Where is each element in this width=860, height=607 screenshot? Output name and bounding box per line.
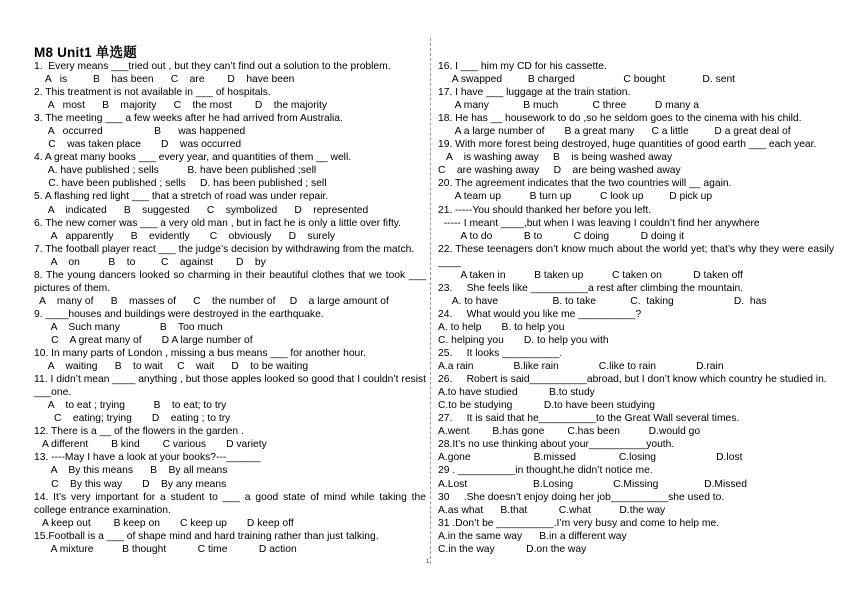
text-line: C. helping you D. to help you with [438, 334, 609, 346]
text-line: A a large number of B a great many C a little D a great deal of [438, 126, 791, 138]
text-line: 18. He has __ housework to do ,so he seldom goes to the cinema with his child. [438, 113, 802, 125]
text-line: 11. I didn’t mean ____ anything , but those apples looked so good that I couldn’t resist ___one. [34, 374, 426, 399]
text-line: A taken in B taken up C taken on D taken off [438, 269, 743, 281]
text-line: A.a rain B.like rain C.like to rain D.rain [438, 361, 724, 373]
text-line: 10. In many parts of London , missing a bus means ___ for another hour. [34, 348, 366, 360]
text-line: 9. ____houses and buildings were destroyed in the earthquake. [34, 308, 324, 320]
text-line: 30 .She doesn’t enjoy doing her job__________she used to. [438, 491, 725, 503]
text-line: 14. It’s very important for a student to ___ a good state of mind while taking the college entrance examination. [34, 491, 426, 516]
text-line: C A great many of D A large number of [34, 334, 253, 346]
text-line: 28.It’s no use thinking about your__________youth. [438, 439, 675, 451]
text-line: 24. What would you like me __________? [438, 308, 642, 320]
text-line: 6. The new comer was ___ a very old man , but in fact he is only a little over fifty. [34, 217, 402, 229]
text-line: 15.Football is a ___ of shape mind and hard training rather than just talking. [34, 530, 379, 542]
text-line: 19. With more forest being destroyed, huge quantities of good earth ___ each year. [438, 139, 817, 151]
text-line: A Such many B Too much [34, 321, 223, 333]
text-line: A mixture B thought C time D action [34, 543, 297, 555]
text-line: A to eat ; trying B to eat; to try [34, 400, 227, 412]
text-line: 8. The young dancers looked so charming in their beautiful clothes that we took ___ pictures of them. [34, 269, 426, 294]
text-line: A.went B.has gone C.has been D.would go [438, 426, 701, 438]
text-line: A most B majority C the most D the majority [34, 100, 327, 112]
text-line: A. to help B. to help you [438, 321, 565, 333]
text-line: 17. I have ___ luggage at the train station. [438, 87, 631, 99]
text-line: C.in the way D.on the way [438, 543, 587, 555]
text-line: A apparently B evidently C obviously D surely [34, 230, 336, 242]
text-line: C was taken place D was occurred [34, 139, 242, 151]
text-line: C.to be studying D.to have been studying [438, 400, 655, 412]
text-line: A.Lost B.Losing C.Missing D.Missed [438, 478, 747, 490]
text-line: A many B much C three D many a [438, 100, 699, 112]
text-line: 2. This treatment is not available in ___ of hospitals. [34, 87, 271, 99]
text-line: 23. She feels like __________a rest after climbing the mountain. [438, 282, 744, 294]
text-line: A team up B turn up C look up D pick up [438, 191, 713, 203]
text-line: A By this means B By all means [34, 465, 228, 477]
text-line: A swapped B charged C bought D. sent [438, 74, 736, 86]
column-divider [430, 38, 431, 564]
text-line: 29 . __________in thought,he didn’t notice me. [438, 465, 653, 477]
text-line: A occurred B was happened [34, 126, 246, 138]
text-line: 21. -----You should thanked her before you left. [438, 204, 652, 216]
text-line: ----- I meant ____,but when I was leaving I couldn’t find her anywhere [438, 217, 760, 229]
text-line: C By this way D By any means [34, 478, 227, 490]
text-line: A on B to C against D by [34, 256, 266, 268]
text-line: A.in the same way B.in a different way [438, 530, 627, 542]
text-line: A different B kind C various D variety [34, 439, 267, 451]
text-line: A indicated B suggested C symbolized D represented [34, 204, 369, 216]
text-line: A is B has been C are D have been [34, 74, 295, 86]
text-line: 26. Robert is said__________abroad, but I don’t know which country he studied in. [438, 374, 827, 386]
text-line: 16. I ___ him my CD for his cassette. [438, 61, 607, 72]
text-line: 3. The meeting ___ a few weeks after he had arrived from Australia. [34, 113, 343, 125]
text-line: 5. A flashing red light ___ that a stretch of road was under repair. [34, 191, 329, 203]
text-line: A is washing away B is being washed away [438, 152, 673, 164]
page-title: M8 Unit1 单选题 [34, 45, 137, 60]
text-line: A waiting B to wait C wait D to be waiting [34, 361, 309, 373]
text-line: 13. ----May I have a look at your books?---______ [34, 452, 261, 464]
text-line: 1. Every means ___tried out , but they can’t find out a solution to the problem. [34, 61, 391, 72]
text-line: 12. There is a __ of the flowers in the garden . [34, 426, 244, 438]
text-line: 31 .Don’t be __________.I’m very busy and come to help me. [438, 517, 720, 529]
page-number: 1 [426, 559, 430, 565]
text-line: 4. A great many books ___ every year, and quantities of them __ well. [34, 152, 352, 164]
text-line: A.gone B.missed C.losing D.lost [438, 452, 743, 464]
text-line: A to do B to C doing D doing it [438, 230, 685, 242]
text-line: 7. The football player react ___ the judge’s decision by withdrawing from the match. [34, 243, 415, 255]
text-line: A. have published ; sells B. have been published ;sell [34, 165, 317, 177]
left-column [34, 60, 426, 556]
text-line: A many of B masses of C the number of D a large amount of [34, 295, 389, 307]
text-line: 20. The agreement indicates that the two countries will __ again. [438, 178, 732, 190]
text-line: C are washing away D are being washed away [438, 165, 681, 177]
text-line: C eating; trying D eating ; to try [34, 413, 231, 425]
right-column [438, 60, 834, 556]
text-line: C. have been published ; sells D. has been published ; sell [34, 178, 327, 190]
text-line: A. to have B. to take C. taking D. has [438, 295, 767, 307]
text-line: A keep out B keep on C keep up D keep off [34, 517, 294, 529]
text-line: A.as what B.that C.what D.the way [438, 504, 666, 516]
text-line: 27. It is said that he__________to the Great Wall several times. [438, 413, 740, 425]
text-line: A.to have studied B.to study [438, 387, 595, 399]
text-line: 22. These teenagers don’t know much about the world yet; that’s why they were easily ____ [438, 243, 834, 268]
text-line: 25. It looks __________. [438, 348, 563, 360]
